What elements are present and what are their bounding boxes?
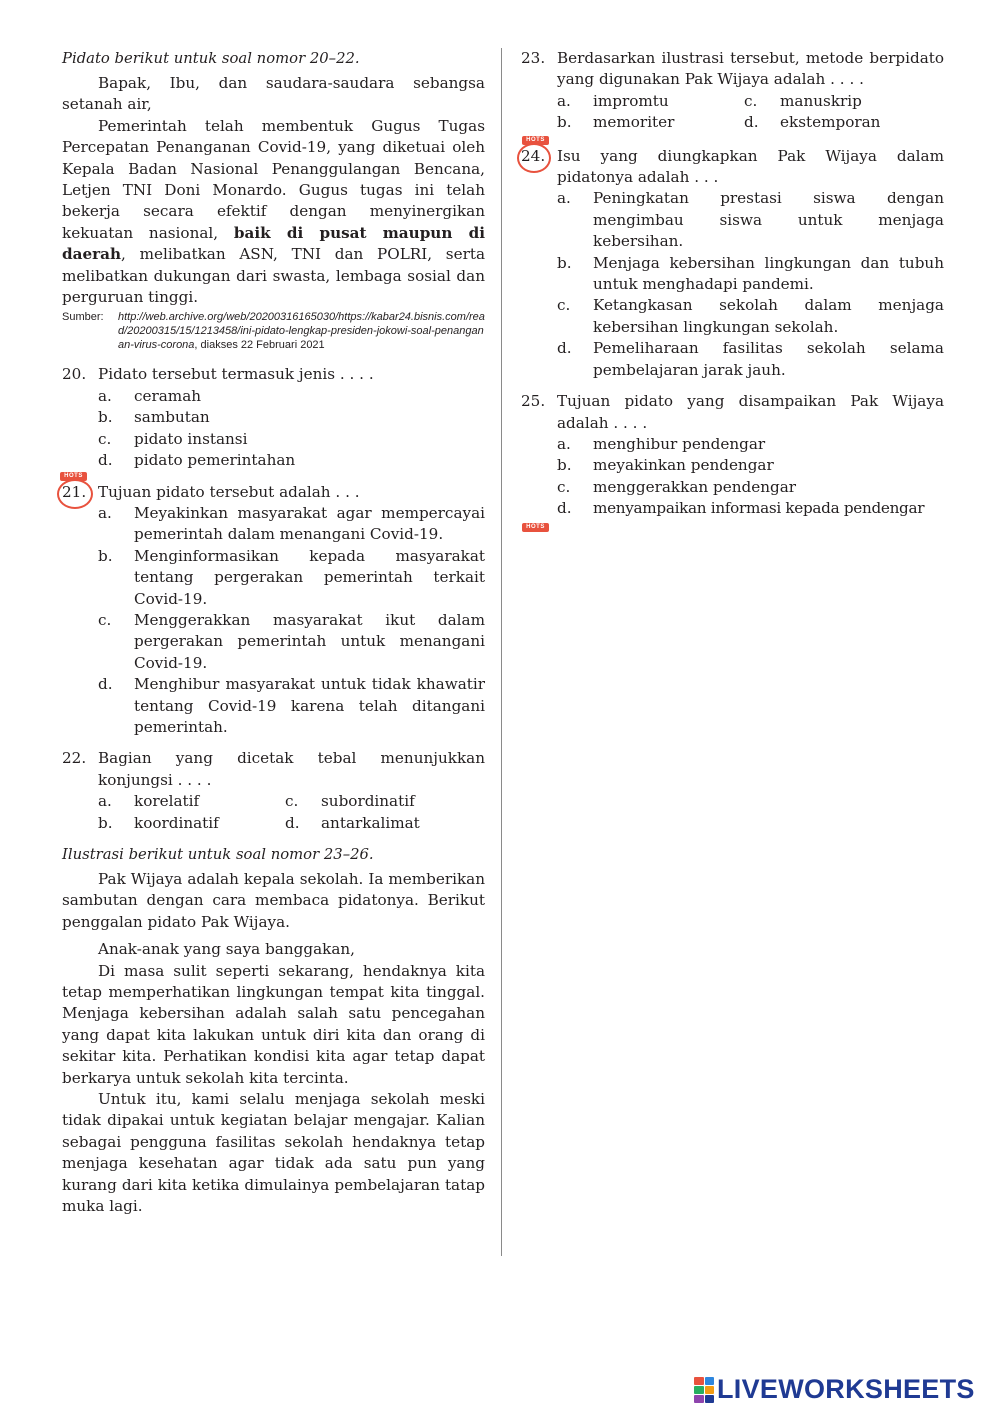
liveworksheets-logo[interactable] [694,1374,975,1405]
option-21a[interactable]: a. Meyakinkan masyarakat agar mempercayai pemerintah dalam menangani Covid-19. [98,503,485,544]
option-24d[interactable]: d. Pemeliharaan fasilitas sekolah selama pembelajaran jarak jauh. [557,339,944,379]
option-23d[interactable]: d. ekstemporan [744,113,881,132]
option-22a[interactable]: a. korelatif [98,792,200,811]
option-22b[interactable]: b. koordinatif [98,813,219,832]
hots-badge: HOTS [522,136,549,145]
section-heading-23-26: Ilustrasi berikut untuk soal nomor 23–26. [62,846,374,863]
column-divider [501,48,502,1256]
option-20c[interactable]: c. pidato instansi [98,429,248,448]
option-22c[interactable]: c. subordinatif [285,792,415,811]
speech1-greeting: Bapak, Ibu, dan saudara-saudara sebangsa setanah air, [62,74,485,114]
option-23b[interactable]: b. memoriter [557,113,675,132]
option-20a[interactable]: a. ceramah [98,386,202,405]
speech1-body: Pemerintah telah membentuk Gugus Tugas Percepatan Penanganan Covid-19, yang diketuai oleh Kepala Badan Nasional Penanggulangan Bencana, Letjen TNI Doni Monardo. Gugus tugas ini telah bekerja secara efektif dengan menyinergikan kekuatan nasional, baik di pusat maupun di daerah, melibatkan ASN, TNI dan POLRI, serta melibatkan dukungan dari swasta, lembaga sosial dan perguruan tinggi. [62,116,486,307]
hots-badge: HOTS [522,523,549,532]
source-citation: Sumber: http://web.archive.org/web/20200316165030/https://kabar24.bisnis.com/read/20200315/15/1213458/ini-pidato-lengkap-presiden-jokowi-soal-penanganan-virus-corona, diakses 22 Februari 2021 [62,311,485,352]
option-20b[interactable]: b. sambutan [98,408,210,427]
option-22d[interactable]: d. antarkalimat [285,813,420,832]
hots-badge: HOTS [60,472,87,481]
option-24b[interactable]: b. Menjaga kebersihan lingkungan dan tubuh untuk menghadapi pandemi. [557,253,944,294]
hots-circle [517,143,551,173]
option-24c[interactable]: c. Ketangkasan sekolah dalam menjaga kebersihan lingkungan sekolah. [557,296,944,336]
question-21: HOTS 21. Tujuan pidato tersebut adalah . . . a. Meyakinkan masyarakat agar mempercayai pemerintah dalam menangani Covid-19. b. Menginformasikan kepada masyarakat tentang pergerakan pemerintah terkait Covid-19. c. Menggerakkan masyarakat ikut dalam pergerakan pemerintah untuk menangani Covid-19. d. Menghibur masyarakat untuk tidak khawatir tentang Covid-19 karena telah ditangani pemerintah. [62,482,485,739]
logo-mark-icon [694,1377,714,1403]
speech2-para2: Untuk itu, kami selalu menjaga sekolah meski tidak dipakai untuk kegiatan belajar mengajar. Kalian sebagai pengguna fasilitas sekolah hendaknya tetap menjaga kesehatan agar tidak ada satu pun yang kurang dari kita ketika dimulainya pembelajaran tatap muka lagi. [62,1090,485,1216]
bold-phrase: baik di pusat maupun di daerah [62,223,486,264]
right-column [521,48,944,530]
option-20d[interactable]: d. pidato pemerintahan [98,451,296,470]
option-23c[interactable]: c. manuskrip [744,91,862,110]
question-25: 25. Tujuan pidato yang disampaikan Pak Wijaya adalah . . . . a. menghibur pendengar b. meyakinkan pendengar c. menggerakkan pendengar d. menyampaikan informasi kepada pendengar HOTS [521,392,944,530]
question-23: 23. Berdasarkan ilustrasi tersebut, metode berpidato yang digunakan Pak Wijaya adalah . . . . a. impromtu c. manuskrip b. memoriter d. ekstemporan [521,48,944,134]
illustration-text: Pak Wijaya adalah kepala sekolah. Ia memberikan sambutan dengan cara membaca pidatonya. Berikut penggalan pidato Pak Wijaya. [62,870,485,931]
hots-circle [57,479,93,509]
left-column [62,48,485,1218]
option-23a[interactable]: a. impromtu [557,91,669,110]
question-22: 22. Bagian yang dicetak tebal menunjukkan konjungsi . . . . a. korelatif c. subordinatif b. koordinatif d. antarkalimat [62,748,485,834]
speech2-greeting: Anak-anak yang saya banggakan, [98,940,355,959]
section-heading-20-22: Pidato berikut untuk soal nomor 20–22. [62,50,360,67]
option-25a[interactable]: a. menghibur pendengar [557,434,766,453]
question-24: HOTS 24. Isu yang diungkapkan Pak Wijaya dalam pidatonya adalah . . . a. Peningkatan prestasi siswa dengan mengimbau siswa untuk menjaga kebersihan. b. Menjaga kebersihan lingkungan dan tubuh untuk menghadapi pandemi. c. Ketangkasan sekolah dalam menjaga kebersihan lingkungan sekolah. d. Pemeliharaan fasilitas sekolah selama pembelajaran jarak jauh. [521,146,944,381]
source-url: http://web.archive.org/web/20200316165030/https://kabar24.bisnis.com/read/20200315/15/1213458/ini-pidato-lengkap-presiden-jokowi-soal-penanganan-virus-corona [118,311,485,352]
option-24a[interactable]: a. Peningkatan prestasi siswa dengan mengimbau siswa untuk menjaga kebersihan. [557,189,944,251]
logo-text: LIVEWORKSHEETS [717,1374,975,1404]
option-25b[interactable]: b. meyakinkan pendengar [557,456,774,475]
option-21d[interactable]: d. Menghibur masyarakat untuk tidak khawatir tentang Covid-19 karena telah ditangani pemerintah. [98,675,485,736]
option-25d[interactable]: d. menyampaikan informasi kepada pendengar [557,499,925,518]
option-25c[interactable]: c. menggerakkan pendengar [557,477,797,496]
option-21b[interactable]: b. Menginformasikan kepada masyarakat tentang pergerakan pemerintah terkait Covid-19. [98,546,485,608]
option-21c[interactable]: c. Menggerakkan masyarakat ikut dalam pergerakan pemerintah untuk menangani Covid-19. [98,610,485,672]
speech2-para1: Di masa sulit seperti sekarang, hendaknya kita tetap memperhatikan lingkungan tempat kita tinggal. Menjaga kebersihan adalah salah satu pencegahan yang dapat kita lakukan untuk diri kita dan orang di sekitar kita. Perhatikan kondisi kita agar tetap dapat berkarya untuk sekolah kita tercinta. [62,961,485,1087]
question-20: 20. Pidato tersebut termasuk jenis . . . . a. ceramah b. sambutan c. pidato instansi d. pidato pemerintahan [62,364,485,471]
